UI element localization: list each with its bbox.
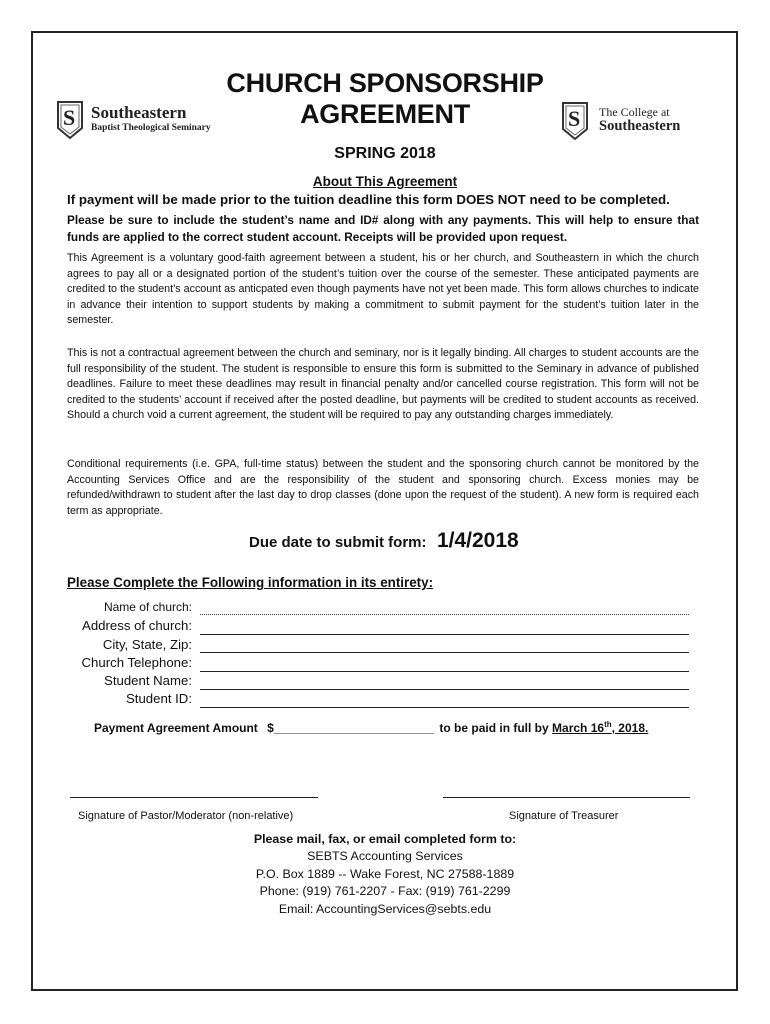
payment-deadline-date	[552, 721, 648, 735]
college-logo-line2: Southeastern	[599, 118, 681, 134]
deadline-ordinal: th	[604, 720, 612, 729]
seminary-logo-subtitle: Baptist Theological Seminary	[91, 123, 211, 133]
student-id-field[interactable]	[200, 707, 689, 708]
paragraph-conditional: Conditional requirements (i.e. GPA, full-time status) between the student and the sponsoring church cannot be monitored by the Accounting Services Office and are the responsibility of the student and sponsoring church. Excess monies may be refunded/withdrawn to student after the last day to drop classes (done upon the request of the student). A new form is required each term as appropriate.	[67, 458, 699, 517]
mail-office: SEBTS Accounting Services	[307, 849, 463, 864]
college-logo	[561, 101, 711, 139]
deadline-year: , 2018.	[611, 721, 649, 735]
term-heading: SPRING 2018	[334, 145, 436, 162]
paragraph-voluntary: This Agreement is a voluntary good-faith agreement between a student, his or her church, and Southeastern in which the church agrees to pay all or a designated portion of the student’s tuition over the course of the semester. These anticipated payments are credited to the student’s account as anticpated even though payments have not yet been made. This form allows churches to indicate in advance their intention to support students by making a commitment to submit payment for the student’s tuition later in the semester.	[67, 252, 699, 327]
currency-symbol: $	[267, 721, 274, 735]
page-title	[190, 68, 580, 130]
mail-phone-fax: Phone: (919) 761-2207 - Fax: (919) 761-2299	[259, 884, 511, 899]
treasurer-signature-label: Signature of Treasurer	[509, 810, 619, 822]
payment-agreement-line	[94, 720, 648, 735]
payment-notice: If payment will be made prior to the tuition deadline this form DOES NOT need to be completed.	[67, 192, 670, 207]
college-logo-line1: The College at	[599, 105, 670, 119]
title-line2: AGREEMENT	[300, 99, 470, 129]
shield-letter: S	[568, 106, 581, 131]
due-date-label: Due date to submit form:	[249, 534, 427, 551]
due-date-value: 1/4/2018	[436, 529, 519, 552]
church-name-field[interactable]	[200, 614, 689, 615]
city-state-zip-field[interactable]	[200, 652, 689, 653]
church-address-label: Address of church:	[82, 618, 192, 633]
about-heading: About This Agreement	[312, 174, 458, 189]
mail-email: Email: AccountingServices@sebts.edu	[278, 901, 492, 916]
complete-heading: Please Complete the Following information in its entirety:	[67, 575, 434, 590]
student-name-label: Student Name:	[104, 673, 192, 688]
mail-block	[185, 831, 585, 918]
paragraph-not-contractual: This is not a contractual agreement between the church and seminary, nor is it legally binding. All charges to student accounts are the full responsibility of the student. The student is responsible to ensure this form is submitted to the Seminary in advance of published deadlines. Failure to meet these deadlines may result in financial penalty and/or cancelled course registration. This form will not be credited to the students’ account if received after the posted deadline, but payments will be credited to student accounts as received. Should a church void a current agreement, the student will be required to pay any outstanding charges immediately.	[67, 347, 699, 422]
payment-deadline-text: to be paid in full by	[439, 721, 549, 735]
payment-amount-label: Payment Agreement Amount	[94, 721, 258, 735]
payment-amount-field[interactable]: ________________________	[273, 721, 435, 735]
include-notice: Please be sure to include the student’s name and ID# along with any payments. This will help to ensure that funds are applied to the correct student account. Receipts will be provided upon request.	[67, 213, 699, 244]
shield-letter: S	[63, 105, 76, 130]
mail-heading: Please mail, fax, or email completed form to:	[253, 832, 517, 846]
city-state-zip-label: City, State, Zip:	[102, 637, 192, 652]
student-id-label: Student ID:	[126, 691, 192, 706]
student-name-field[interactable]	[200, 689, 689, 690]
title-line1: CHURCH SPONSORSHIP	[226, 68, 544, 98]
church-address-field[interactable]	[200, 634, 689, 635]
pastor-signature-label: Signature of Pastor/Moderator (non-relative)	[78, 810, 294, 822]
seminary-logo-name: Southeastern	[91, 103, 187, 122]
due-date-line	[249, 529, 519, 553]
treasurer-signature-field[interactable]	[443, 797, 690, 798]
church-telephone-label: Church Telephone:	[81, 655, 192, 670]
pastor-signature-field[interactable]	[70, 797, 318, 798]
mail-address: P.O. Box 1889 -- Wake Forest, NC 27588-1889	[255, 866, 515, 881]
church-telephone-field[interactable]	[200, 671, 689, 672]
church-name-label: Name of church:	[103, 600, 192, 614]
deadline-month-day: March 16	[552, 721, 605, 735]
